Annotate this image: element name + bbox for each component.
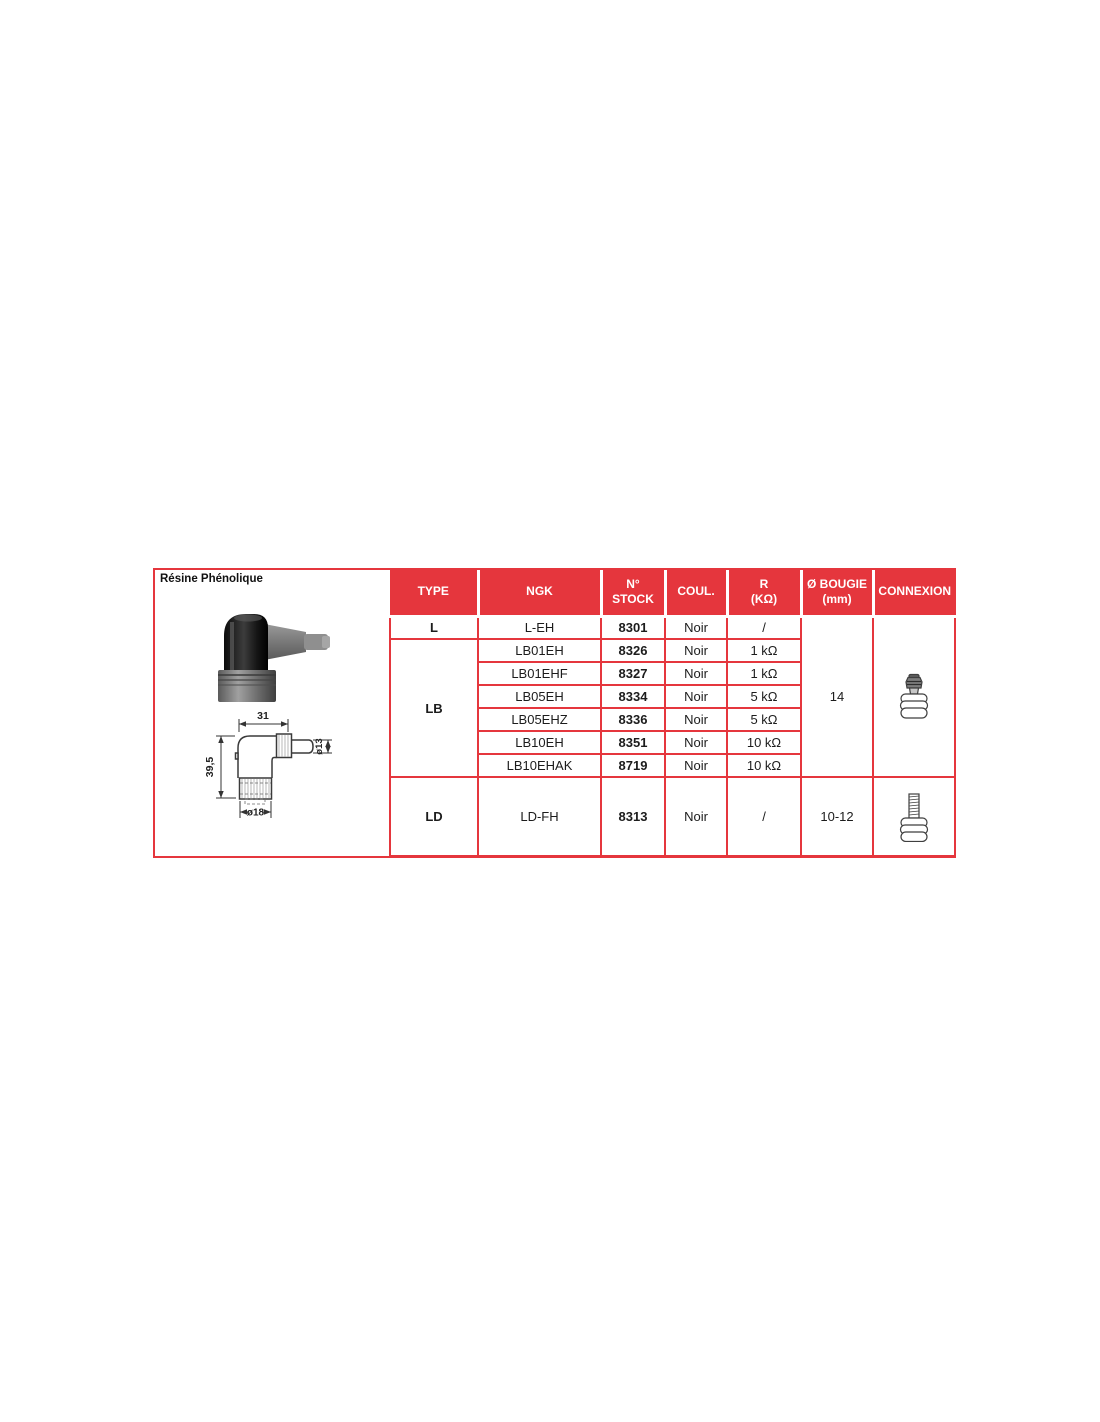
- header-bougie: Ø BOUGIE (mm): [801, 570, 873, 616]
- r-cell: /: [727, 616, 801, 639]
- coul-cell: Noir: [665, 754, 727, 777]
- header-coul: COUL.: [665, 570, 727, 616]
- ngk-cell: LB10EHAK: [478, 754, 601, 777]
- threaded-stud-icon: [897, 792, 931, 842]
- r-cell: 5 kΩ: [727, 685, 801, 708]
- coul-cell: Noir: [665, 616, 727, 639]
- stock-cell: 8719: [601, 754, 665, 777]
- header-ngk: NGK: [478, 570, 601, 616]
- technical-drawing: [155, 698, 395, 863]
- connexion-cell: [873, 777, 955, 856]
- type-cell: LB: [390, 639, 478, 777]
- product-panel: [155, 570, 389, 856]
- coul-cell: Noir: [665, 708, 727, 731]
- dimension-label: 39,5: [204, 756, 216, 778]
- stock-cell: 8313: [601, 777, 665, 856]
- coul-cell: Noir: [665, 685, 727, 708]
- header-row: [390, 570, 955, 616]
- stock-cell: 8351: [601, 731, 665, 754]
- r-cell: 10 kΩ: [727, 754, 801, 777]
- header-type: TYPE: [390, 570, 478, 616]
- panel-title: Résine Phénolique: [160, 573, 263, 585]
- spark-plug-cap-photo: [210, 612, 350, 704]
- ngk-cell: L-EH: [478, 616, 601, 639]
- ngk-cell: LB05EHZ: [478, 708, 601, 731]
- r-cell: 1 kΩ: [727, 662, 801, 685]
- stock-cell: 8334: [601, 685, 665, 708]
- r-cell: 1 kΩ: [727, 639, 801, 662]
- r-cell: /: [727, 777, 801, 856]
- dimension-label: ø18: [246, 807, 265, 819]
- stock-cell: 8327: [601, 662, 665, 685]
- connexion-cell: [873, 616, 955, 777]
- table-row: [390, 777, 955, 856]
- table-row: [390, 616, 955, 639]
- header-connexion: CONNEXION: [873, 570, 955, 616]
- ngk-cell: LB01EHF: [478, 662, 601, 685]
- ngk-cell: LB10EH: [478, 731, 601, 754]
- dimension-label: ø13: [314, 738, 325, 755]
- type-cell: L: [390, 616, 478, 639]
- r-cell: 10 kΩ: [727, 731, 801, 754]
- coul-cell: Noir: [665, 662, 727, 685]
- ngk-cell: LB05EH: [478, 685, 601, 708]
- stock-cell: 8336: [601, 708, 665, 731]
- header-r: R (KΩ): [727, 570, 801, 616]
- coul-cell: Noir: [665, 777, 727, 856]
- coul-cell: Noir: [665, 731, 727, 754]
- stock-cell: 8301: [601, 616, 665, 639]
- dimension-label: 31: [257, 710, 269, 722]
- terminal-nut-icon: [897, 673, 931, 721]
- ngk-cell: LD-FH: [478, 777, 601, 856]
- header-stock: N° STOCK: [601, 570, 665, 616]
- bougie-cell: 10-12: [801, 777, 873, 856]
- spec-table: [389, 570, 956, 857]
- bougie-cell: 14: [801, 616, 873, 777]
- type-cell: LD: [390, 777, 478, 856]
- stock-cell: 8326: [601, 639, 665, 662]
- ngk-cell: LB01EH: [478, 639, 601, 662]
- product-spec-block: [153, 568, 956, 858]
- coul-cell: Noir: [665, 639, 727, 662]
- r-cell: 5 kΩ: [727, 708, 801, 731]
